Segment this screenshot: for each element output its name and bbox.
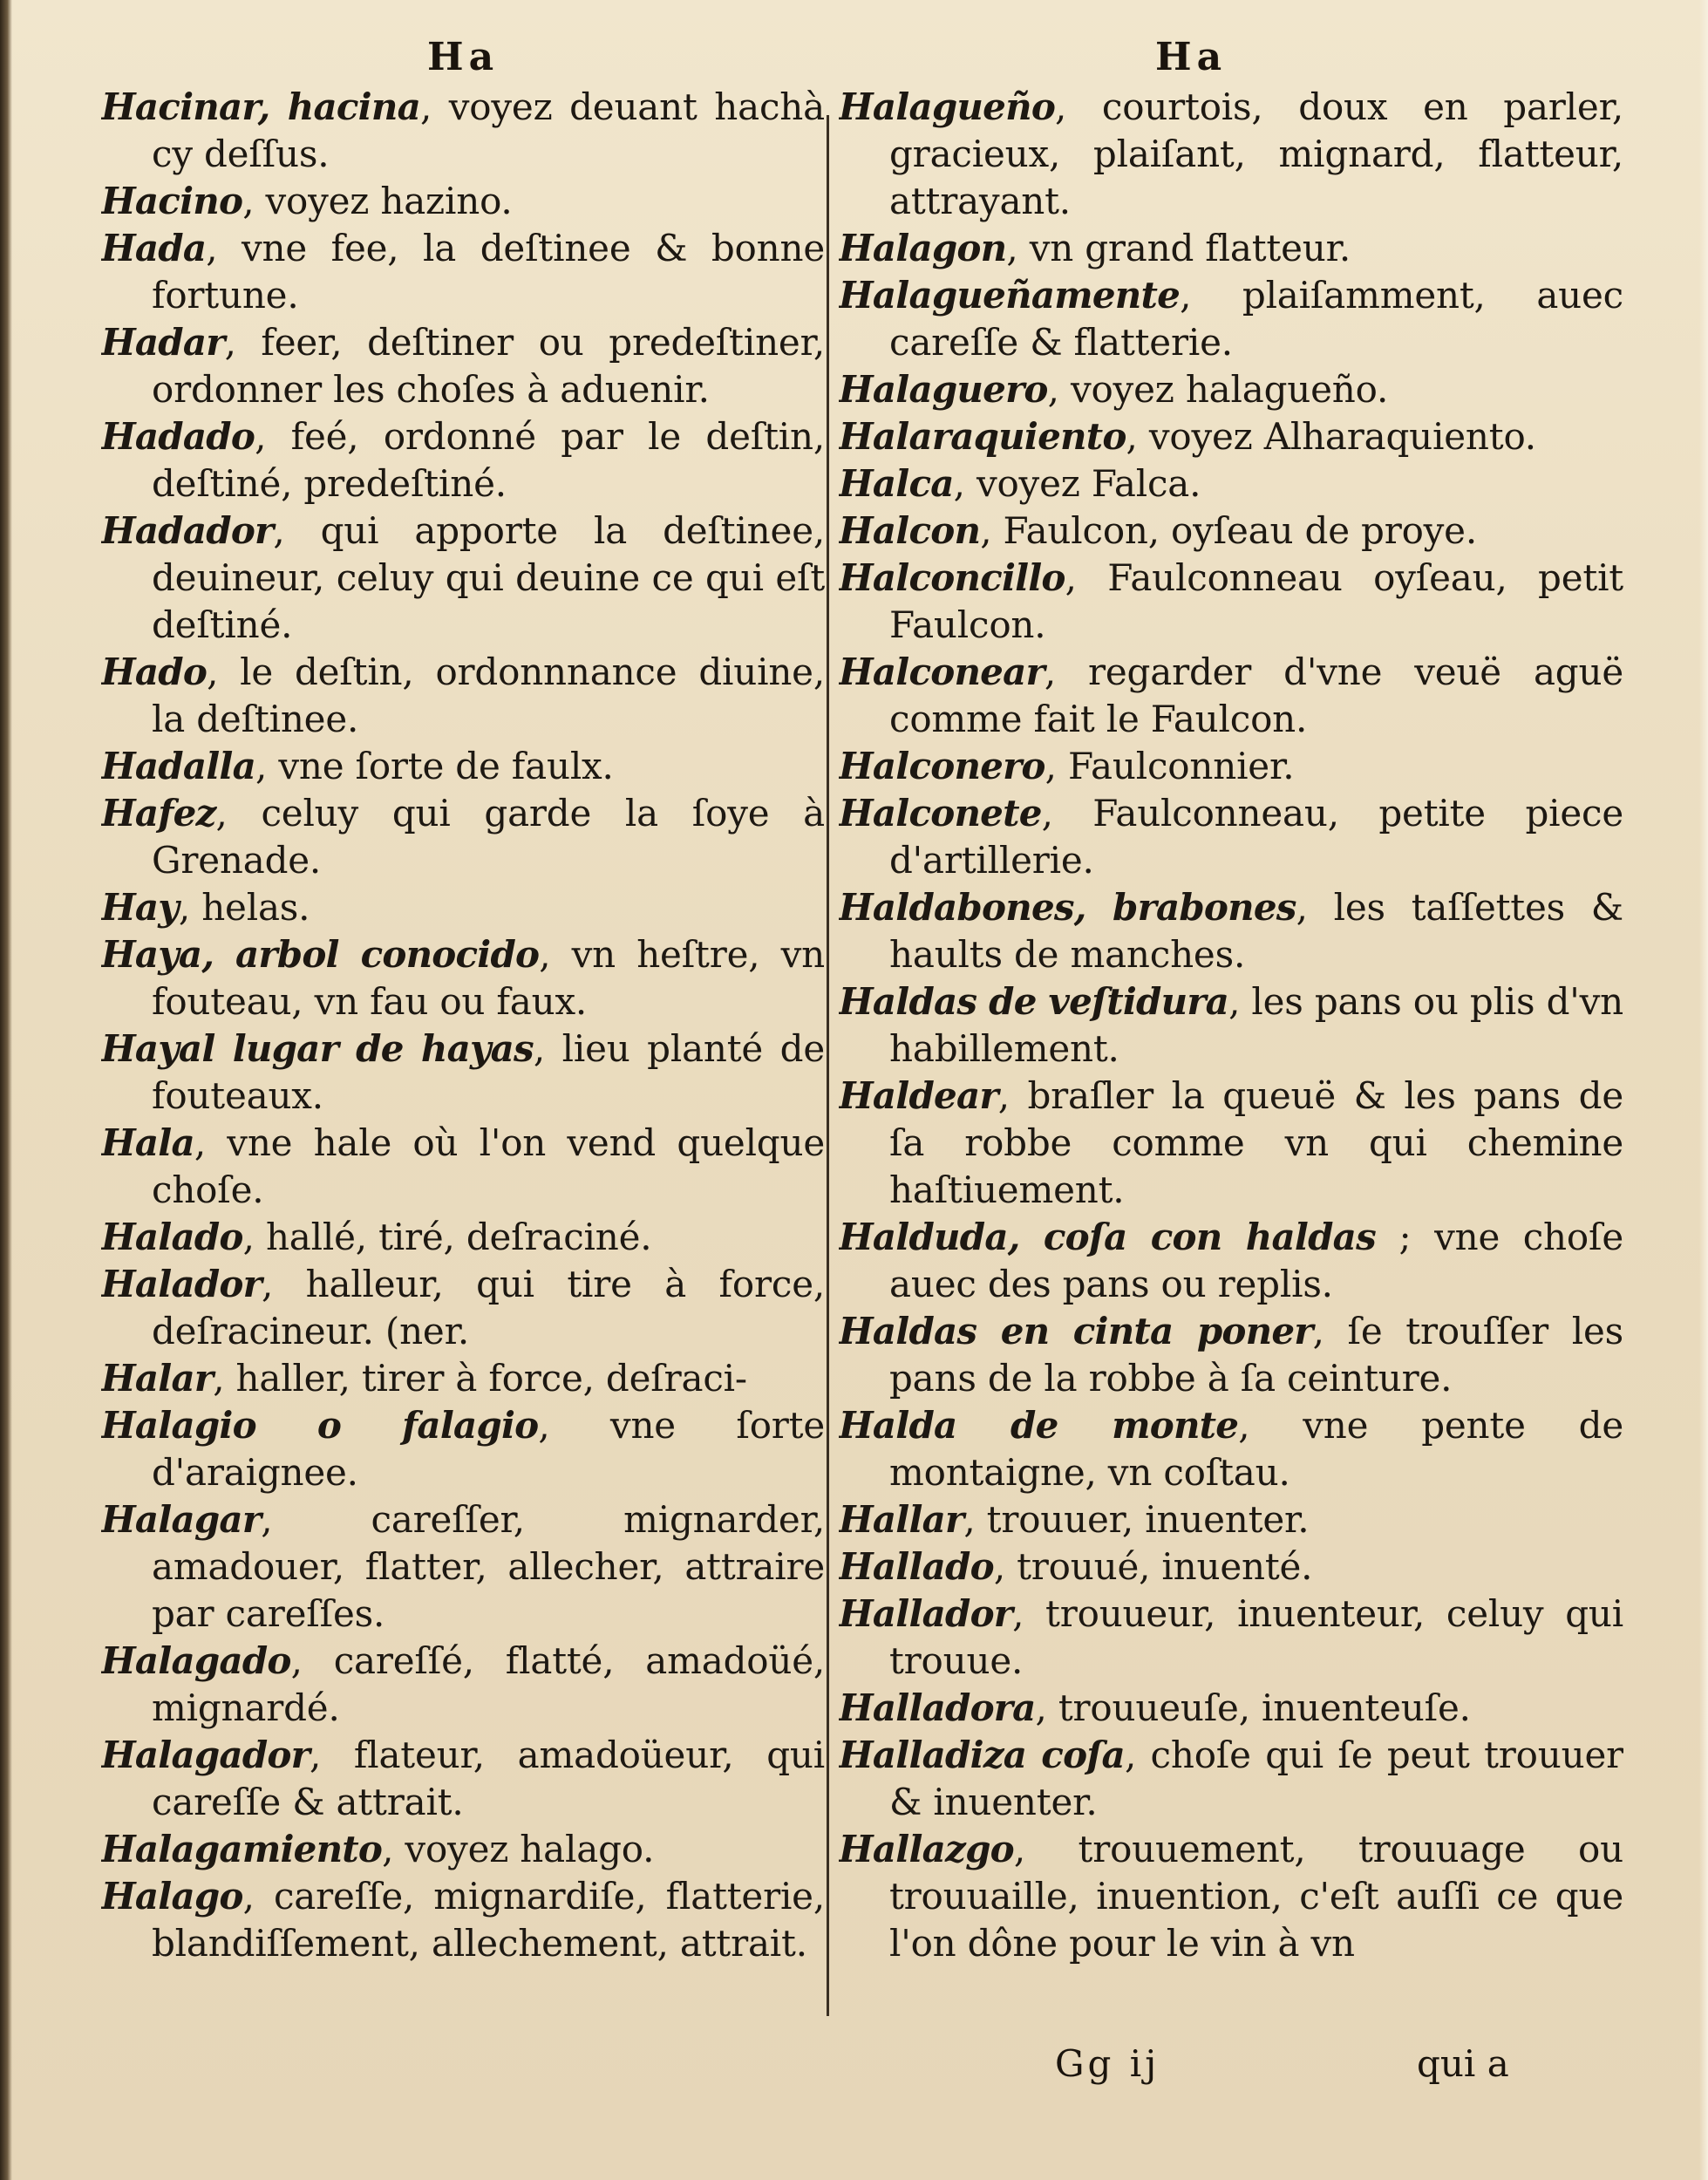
entry-headword: Halladiza coſa (839, 1734, 1125, 1776)
entry-headword: Halladora (839, 1686, 1036, 1729)
entry-definition: , courtois, doux en parler, gracieux, plaiſant, mignard, flatteur, attrayant. (889, 85, 1623, 222)
entry-headword: Halconear (839, 651, 1045, 693)
entry-definition: , helas. (178, 886, 310, 929)
entry-headword: Halconero (839, 745, 1045, 787)
entry-headword: Hallador (839, 1592, 1013, 1635)
entry-headword: Haldas en cinta poner (839, 1310, 1313, 1352)
dictionary-entry (101, 884, 825, 931)
entry-headword: Hallado (839, 1545, 994, 1588)
entry-headword: Hadado (101, 415, 255, 458)
entry-headword: Halcon (839, 509, 981, 552)
entry-definition: , vne ſorte d'araignee. (152, 1404, 825, 1494)
dictionary-entry (101, 178, 825, 225)
entry-definition: , halleur, qui tire à force, deſracineur. (ner. (152, 1263, 825, 1352)
entry-headword: Halduda, coſa con haldas (839, 1216, 1376, 1258)
entry-headword: Halca (839, 462, 954, 505)
entry-definition: , celuy qui garde la ſoye à Grenade. (152, 792, 825, 882)
entry-headword: Hacino (101, 180, 243, 222)
entry-definition: , Faulconneau oyſeau, petit Faulcon. (889, 556, 1623, 646)
dictionary-entry (839, 978, 1623, 1073)
entry-definition: , vne fee, la deſtinee & bonne fortune. (152, 227, 825, 317)
entry-headword: Hallar (839, 1498, 964, 1541)
dictionary-entry (101, 84, 825, 178)
entry-headword: Hayal lugar de hayas (101, 1027, 534, 1070)
dictionary-entry (101, 649, 825, 743)
dictionary-entry (101, 1496, 825, 1638)
dictionary-entry (839, 790, 1623, 884)
entry-headword: Halaraquiento (839, 415, 1126, 458)
dictionary-entry (839, 366, 1623, 413)
entry-headword: Halagamiento (101, 1828, 383, 1870)
entry-definition: , les taſſettes & haults de manches. (889, 886, 1623, 976)
dictionary-entry (101, 743, 825, 790)
dictionary-entry (839, 555, 1623, 649)
entry-headword: Hado (101, 651, 208, 693)
left-running-header: Ha (427, 35, 500, 79)
dictionary-entry (101, 931, 825, 1025)
entry-definition: , lieu planté de fouteaux. (152, 1027, 825, 1117)
entry-headword: Halconcillo (839, 556, 1065, 599)
entry-headword: Hacinar, hacina (101, 85, 420, 128)
page-binding-edge (0, 0, 12, 2180)
entry-definition: , feé, ordonné par le deſtin, deſtiné, predeſtiné. (152, 415, 825, 505)
dictionary-entry (839, 743, 1623, 790)
dictionary-entry (101, 1261, 825, 1355)
entry-headword: Hallazgo (839, 1828, 1014, 1870)
entry-headword: Haldear (839, 1074, 998, 1117)
entry-definition: , voyez hazino. (242, 180, 513, 222)
column-divider-rule (827, 115, 829, 2016)
entry-definition: , hallé, tiré, deſraciné. (242, 1216, 652, 1258)
entry-definition: , ſe trouſſer les pans de la robbe à ſa ceinture. (889, 1310, 1623, 1400)
dictionary-entry (839, 1543, 1623, 1591)
dictionary-entry (839, 272, 1623, 366)
entry-definition: , trouué, inuenté. (993, 1545, 1313, 1588)
entry-definition: , vne hale où l'on vend quelque choſe. (152, 1121, 825, 1211)
dictionary-entry (839, 460, 1623, 508)
entry-definition: , voyez halago. (382, 1828, 655, 1870)
entry-headword: Hadalla (101, 745, 256, 787)
entry-definition: , vne ſorte de faulx. (255, 745, 614, 787)
entry-headword: Haldabones, brabones (839, 886, 1296, 929)
entry-definition: , Faulcon, oyſeau de proye. (980, 509, 1477, 552)
dictionary-entry (101, 1355, 825, 1402)
dictionary-entry (839, 649, 1623, 743)
entry-definition: , vn heſtre, vn fouteau, vn fau ou faux. (152, 933, 825, 1023)
dictionary-entry (101, 790, 825, 884)
dictionary-entry (839, 1732, 1623, 1826)
dictionary-entry (839, 1496, 1623, 1543)
dictionary-entry (101, 508, 825, 649)
entry-definition: , les pans ou plis d'vn habillement. (889, 980, 1623, 1070)
entry-definition: , voyez deuant hachà cy deſſus. (152, 85, 825, 175)
entry-definition: , flateur, amadoüeur, qui careſſe & attrait. (152, 1734, 825, 1823)
entry-definition: , regarder d'vne veuë aguë comme fait le Faulcon. (889, 651, 1623, 740)
entry-headword: Halar (101, 1357, 214, 1400)
entry-headword: Halagador (101, 1734, 310, 1776)
right-running-header: Ha (1155, 35, 1228, 79)
dictionary-entry (101, 1214, 825, 1261)
entry-definition: , haller, tirer à force, deſraci- (213, 1357, 747, 1400)
entry-definition: , trouueur, inuenteur, celuy qui trouue. (889, 1592, 1623, 1682)
right-column (839, 84, 1623, 2054)
entry-headword: Hafez (101, 792, 216, 835)
dictionary-entry (839, 1402, 1623, 1496)
entry-definition: , Faulconneau, petite piece d'artillerie. (889, 792, 1623, 882)
dictionary-entry (839, 225, 1623, 272)
left-column (101, 84, 825, 2054)
dictionary-entry (839, 1214, 1623, 1308)
entry-definition: , careſſe, mignardiſe, flatterie, blandiſſement, allechement, attrait. (152, 1875, 825, 1965)
entry-headword: Halagon (839, 227, 1007, 269)
entry-definition: , trouueuſe, inuenteuſe. (1035, 1686, 1471, 1729)
signature-mark: Gg ij (1055, 2042, 1160, 2085)
entry-definition: , careſſé, flatté, amadoüé, mignardé. (152, 1639, 825, 1729)
entry-headword: Halago (101, 1875, 243, 1918)
dictionary-entry (839, 84, 1623, 225)
dictionary-entry (839, 1591, 1623, 1685)
entry-definition: , choſe qui ſe peut trouuer & inuenter. (889, 1734, 1623, 1823)
entry-headword: Hadar (101, 321, 225, 364)
entry-headword: Halado (101, 1216, 243, 1258)
entry-headword: Halda de monte (839, 1404, 1239, 1447)
entry-headword: Halagio o falagio (101, 1404, 539, 1447)
entry-definition: , le deſtin, ordonnnance diuine, la deſtinee. (152, 651, 825, 740)
dictionary-entry (101, 413, 825, 508)
entry-headword: Hala (101, 1121, 194, 1164)
entry-definition: , feer, deſtiner ou predeſtiner, ordonner les choſes à aduenir. (152, 321, 825, 411)
entry-definition: , vne pente de montaigne, vn coſtau. (889, 1404, 1623, 1494)
dictionary-entry (101, 1025, 825, 1120)
entry-definition: , voyez Falca. (953, 462, 1201, 505)
entry-headword: Hadador (101, 509, 274, 552)
dictionary-entry (839, 1826, 1623, 1967)
dictionary-entry (839, 413, 1623, 460)
entry-definition: , voyez Alharaquiento. (1126, 415, 1536, 458)
dictionary-entry (101, 1826, 825, 1873)
entry-definition: , voyez halagueño. (1047, 368, 1389, 411)
entry-headword: Haldas de veſtidura (839, 980, 1229, 1023)
entry-headword: Halador (101, 1263, 262, 1305)
dictionary-entry (839, 508, 1623, 555)
entry-definition: , careſſer, mignarder, amadouer, flatter, allecher, attraire par careſſes. (152, 1498, 825, 1635)
entry-headword: Halagado (101, 1639, 291, 1682)
dictionary-entry (839, 1073, 1623, 1214)
dictionary-entry (839, 884, 1623, 978)
entry-headword: Halagueño (839, 85, 1056, 128)
dictionary-entry (101, 1402, 825, 1496)
entry-definition: , vn grand flatteur. (1006, 227, 1351, 269)
entry-headword: Halagar (101, 1498, 262, 1541)
dictionary-entry (839, 1685, 1623, 1732)
dictionary-entry (839, 1308, 1623, 1402)
entry-definition: , qui apporte la deſtinee, deuineur, celuy qui deuine ce qui eſt deſtiné. (152, 509, 825, 646)
dictionary-entry (101, 319, 825, 413)
dictionary-entry (101, 1638, 825, 1732)
entry-definition: , Faulconnier. (1045, 745, 1295, 787)
entry-headword: Haya, arbol conocido (101, 933, 540, 976)
dictionary-entry (101, 1873, 825, 1967)
entry-definition: ; vne choſe auec des pans ou replis. (889, 1216, 1623, 1305)
entry-headword: Hada (101, 227, 207, 269)
dictionary-entry (101, 1120, 825, 1214)
entry-headword: Halaguero (839, 368, 1048, 411)
entry-definition: , trouuement, trouuage ou trouuaille, inuention, c'eſt auſſi ce que l'on dône pour le vin à vn (889, 1828, 1623, 1965)
page-fore-edge (1699, 0, 1708, 2180)
dictionary-entry (101, 1732, 825, 1826)
entry-definition: , plaiſamment, auec careſſe & flatterie. (889, 274, 1623, 364)
entry-definition: , braſler la queuë & les pans de ſa robbe comme vn qui chemine haſtiuement. (889, 1074, 1623, 1211)
entry-headword: Hay (101, 886, 179, 929)
dictionary-entry (101, 225, 825, 319)
entry-headword: Halagueñamente (839, 274, 1181, 317)
entry-definition: , trouuer, inuenter. (963, 1498, 1310, 1541)
entry-headword: Halconete (839, 792, 1042, 835)
catchword: qui a (1417, 2042, 1509, 2085)
